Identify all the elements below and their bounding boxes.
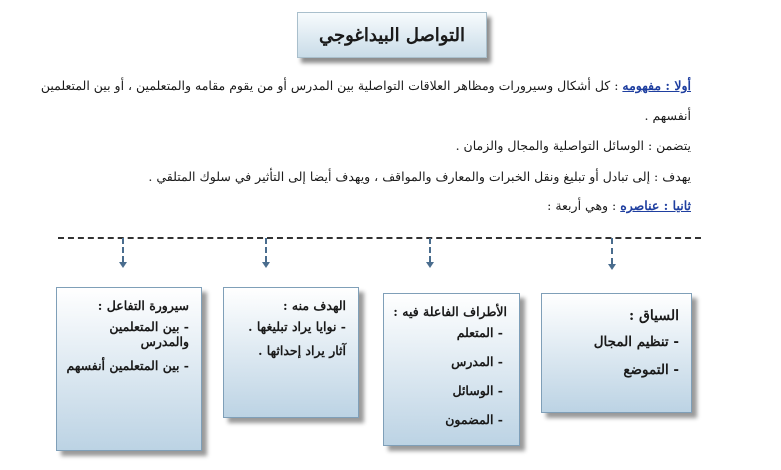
box-title: سيرورة التفاعل : [97, 298, 189, 313]
box-title: السياق : [628, 308, 679, 324]
definition-label: أولا : مفهومه [622, 78, 691, 93]
diagram-dashed-line [58, 237, 701, 239]
box-context [541, 293, 692, 413]
page-title: التواصل البيداغوجي [297, 12, 487, 58]
arrow-down-icon [426, 262, 434, 268]
elements-label: ثانيا : عناصره [620, 198, 691, 213]
includes-line: يتضمن : الوسائل التواصلية والمجال والزمان . [455, 138, 691, 153]
box-goal [223, 287, 359, 418]
box-item: - المضمون [445, 412, 503, 427]
box-item: - المدرس [451, 354, 503, 369]
arrow-down-icon [608, 264, 616, 270]
definition-continuation: أنفسهم . [644, 108, 691, 123]
box-item: آثار يراد إحداثها . [258, 343, 346, 358]
arrow-down-icon [262, 262, 270, 268]
box-item: - الوسائل [452, 383, 503, 398]
connector-actors [429, 238, 431, 262]
arrow-down-icon [119, 262, 127, 268]
connector-goal [265, 238, 267, 262]
connector-process [122, 238, 124, 262]
box-item: - بين المتعلمين أنفسهم [66, 358, 189, 373]
box-process [56, 287, 202, 451]
box-item: - التموضع [623, 362, 679, 378]
box-item: - بين المتعلمين والمدرس [109, 319, 189, 349]
definition-text: : كل أشكال وسيرورات ومظاهر العلاقات التواصلية بين المدرس أو من يقوم مقامه والمتعلمين ، أو بين المتعلمين [40, 78, 623, 93]
box-item: - المتعلم [456, 325, 503, 340]
aims-line: يهدف : إلى تبادل أو تبليغ ونقل الخبرات والمعارف والمواقف ، ويهدف أيضا إلى التأثير في سلوك المتلقي . [148, 169, 691, 184]
box-item: - نوايا يراد تبليغها . [248, 319, 346, 334]
definition-line [41, 78, 691, 93]
elements-text: : وهي أربعة : [547, 198, 621, 213]
elements-line [547, 198, 691, 213]
box-actors [383, 293, 520, 446]
box-title: الأطراف الفاعلة فيه : [393, 304, 507, 319]
box-title: الهدف منه : [282, 298, 346, 313]
connector-context [611, 238, 613, 264]
box-item: - تنظيم المجال [593, 334, 679, 350]
